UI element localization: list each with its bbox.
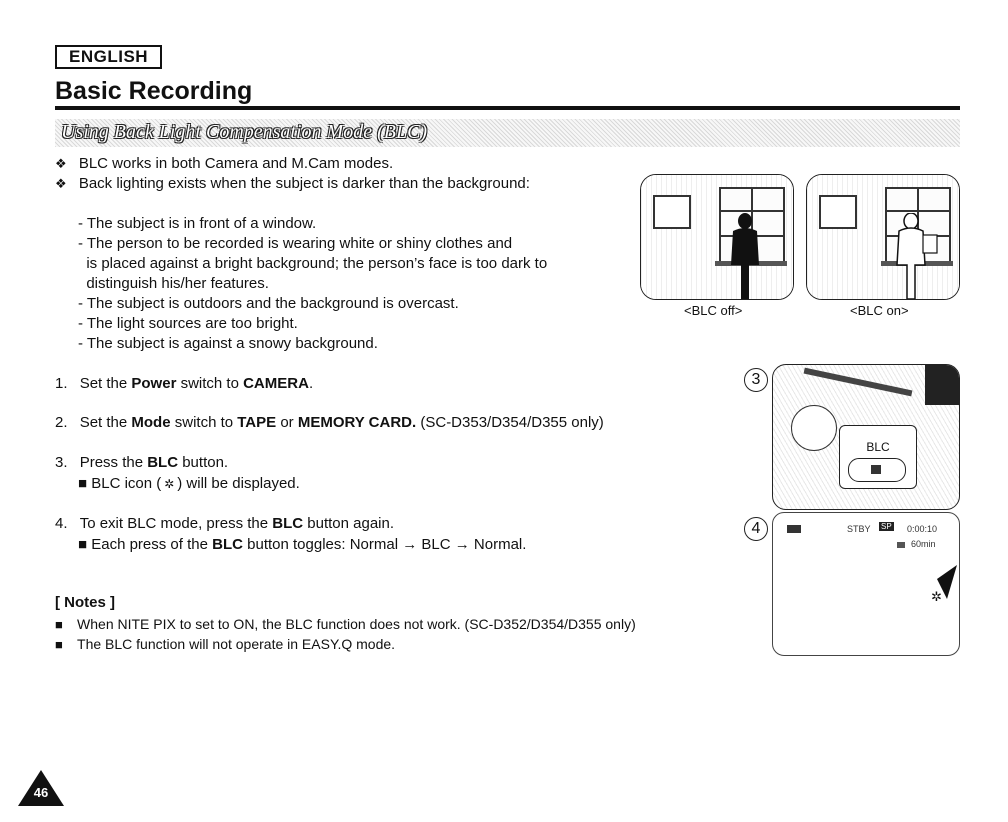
picture-frame <box>819 195 857 229</box>
step-bold: Power <box>131 375 177 392</box>
step-bold: CAMERA <box>243 375 309 392</box>
step-text: ■ Each press of the <box>78 536 213 553</box>
title-divider <box>55 106 960 110</box>
body-edge <box>804 368 913 397</box>
step-text: Set the <box>79 414 132 431</box>
battery-icon <box>787 525 801 533</box>
figure-3-marker: 3 <box>744 368 768 392</box>
bullet-icon: ■ <box>55 637 63 652</box>
picture-frame <box>653 195 691 229</box>
lit-person <box>893 213 943 299</box>
blc-off-illustration <box>640 174 794 300</box>
step-text: button toggles: Normal → BLC → Normal. <box>242 536 527 553</box>
step-4-detail <box>78 535 526 555</box>
step-text: or <box>276 414 298 431</box>
section-banner <box>55 119 960 147</box>
blc-button-label: BLC <box>866 440 890 454</box>
callout-box <box>839 425 917 489</box>
lcd-display <box>772 512 960 656</box>
step-number: 1. <box>55 375 68 392</box>
note-text: When NITE PIX to set to ON, the BLC function does not work. (SC-D352/D354/D355 only) <box>77 616 636 632</box>
note-item <box>55 614 636 635</box>
page-number: 46 <box>33 785 49 800</box>
step-text: switch to <box>170 414 238 431</box>
condition-item: - The subject is in front of a window. <box>78 215 317 232</box>
bullet-icon: ■ <box>55 617 63 632</box>
sp-indicator: SP <box>881 522 892 531</box>
step-bold: BLC <box>272 515 304 532</box>
step-number: 3. <box>55 454 68 471</box>
step-text: switch to <box>176 375 244 392</box>
step-text: . <box>308 375 314 392</box>
step-3-detail <box>78 474 300 494</box>
condition-item: - The subject is outdoors and the background is overcast. <box>78 295 459 312</box>
step-bold: BLC <box>147 454 179 471</box>
step-text: ■ BLC icon ( <box>78 475 162 492</box>
blc-button[interactable] <box>848 458 906 482</box>
note-item <box>55 634 395 655</box>
note-text: The BLC function will not operate in EASY.Q mode. <box>77 636 396 652</box>
step-bold: MEMORY CARD. <box>297 414 417 431</box>
step-bold: TAPE <box>237 414 277 431</box>
remaining-time: 60min <box>911 539 936 549</box>
mode-dial <box>791 405 837 451</box>
intro-text: BLC works in both Camera and M.Cam modes. <box>78 155 394 172</box>
step-text: button. <box>178 454 229 471</box>
section-title: Using Back Light Compensation Mode (BLC) <box>61 121 428 143</box>
step-3 <box>55 453 228 473</box>
bullet-icon: ❖ <box>55 176 67 191</box>
button-pip <box>871 465 881 474</box>
step-1 <box>55 374 313 394</box>
blc-icon: ✲ <box>164 477 175 491</box>
blc-on-illustration <box>806 174 960 300</box>
condition-item: - The person to be recorded is wearing white or shiny clothes and <box>78 235 513 252</box>
step-number: 4. <box>55 515 68 532</box>
intro-item <box>55 174 530 194</box>
step-text: (SC-D353/D354/D355 only) <box>416 414 604 431</box>
notes-heading: [ Notes ] <box>55 594 115 611</box>
condition-item: - The subject is against a snowy background. <box>78 335 378 352</box>
condition-item: distinguish his/her features. <box>78 275 269 292</box>
blc-off-caption: <BLC off> <box>684 303 743 318</box>
figure-4-marker: 4 <box>744 517 768 541</box>
page-number-badge <box>18 770 64 806</box>
dark-person <box>727 213 767 299</box>
lens-housing <box>925 365 959 405</box>
step-text: button again. <box>303 515 395 532</box>
bullet-icon: ❖ <box>55 156 67 171</box>
step-number: 2. <box>55 414 68 431</box>
condition-item: is placed against a bright background; the person’s face is too dark to <box>78 255 548 272</box>
step-bold: BLC <box>212 536 243 553</box>
step-4 <box>55 514 394 534</box>
step-text: ) will be displayed. <box>177 475 300 492</box>
step-text: Set the <box>79 375 132 392</box>
step-2 <box>55 413 604 433</box>
step-bold: Mode <box>131 414 171 431</box>
stby-label: STBY <box>847 524 871 534</box>
intro-text: Back lighting exists when the subject is darker than the background: <box>78 175 530 192</box>
language-label: ENGLISH <box>55 45 162 69</box>
blc-on-caption: <BLC on> <box>850 303 909 318</box>
condition-list <box>78 194 547 374</box>
step-text: Press the <box>79 454 148 471</box>
tape-icon <box>897 542 905 548</box>
blc-icon: ✲ <box>931 589 942 604</box>
step-text: To exit BLC mode, press the <box>79 515 273 532</box>
condition-item: - The light sources are too bright. <box>78 315 298 332</box>
time-code: 0:00:10 <box>907 524 938 534</box>
page-title: Basic Recording <box>55 77 253 105</box>
camcorder-illustration <box>772 364 960 510</box>
intro-item <box>55 154 393 174</box>
